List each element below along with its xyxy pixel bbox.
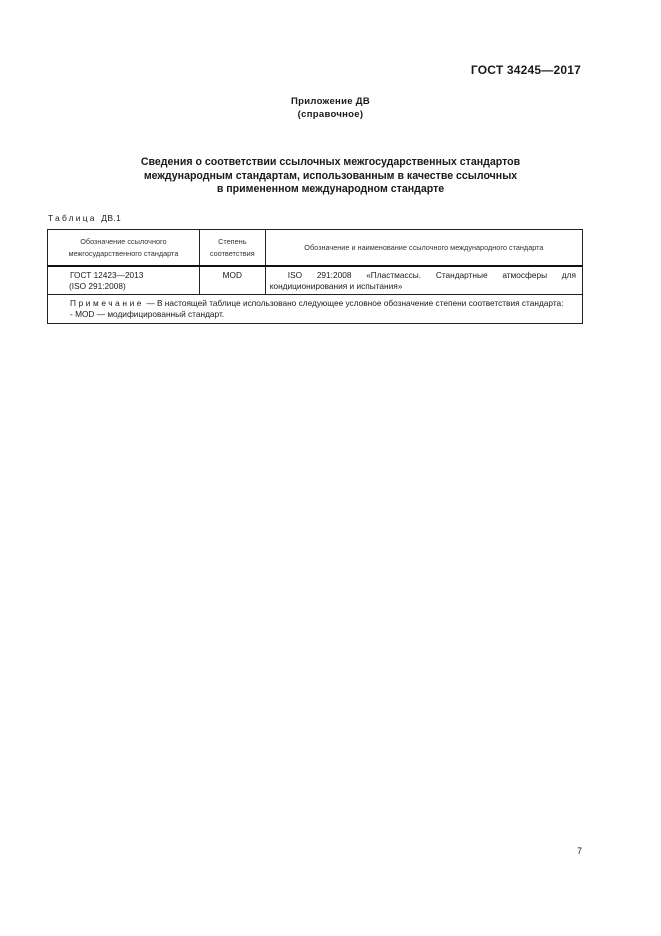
note-text: — В настоящей таблице использовано следующее условное обозначение степени соответствия стандарта: — [144, 298, 564, 308]
title-line-1: Сведения о соответствии ссылочных межгосударственных стандартов — [140, 156, 521, 168]
table-note-row — [48, 295, 583, 324]
table-caption — [48, 213, 121, 223]
cell-interstate-standard — [48, 266, 200, 295]
title-line-3: в примененном международном стандарте — [216, 183, 445, 195]
page-number: 7 — [577, 846, 583, 856]
table-row — [48, 266, 583, 295]
column-header-interstate-standard: Обозначение ссылочного межгосударственного стандарта — [48, 230, 200, 267]
section-title — [0, 156, 661, 197]
note-item: - MOD — модифицированный стандарт. — [70, 308, 225, 319]
appendix-type: (справочное) — [297, 109, 364, 120]
interstate-standard-equivalent: (ISO 291:2008) — [69, 281, 126, 291]
table-note — [48, 295, 583, 324]
title-line-2: международным стандартам, использованным в качестве ссылочных — [143, 169, 518, 182]
reference-standards-table — [47, 229, 583, 324]
interstate-standard-code: ГОСТ 12423—2013 — [70, 270, 144, 280]
table-caption-word: Таблица — [48, 213, 97, 223]
column-header-international-standard: Обозначение и наименование ссылочного международного стандарта — [265, 230, 582, 267]
table-caption-number: ДВ.1 — [101, 213, 122, 223]
cell-international-standard: ISO 291:2008 «Пластмассы. Стандартные атмосферы для кондиционирования и испытания» — [265, 266, 582, 295]
note-label: Примечание — [70, 298, 145, 308]
appendix-heading — [0, 95, 661, 121]
column-header-degree: Степень соответствия — [199, 230, 265, 267]
appendix-label: Приложение ДВ — [291, 96, 370, 107]
cell-degree: MOD — [199, 266, 265, 295]
table-header-row — [48, 230, 583, 267]
document-code: ГОСТ 34245—2017 — [470, 63, 581, 77]
